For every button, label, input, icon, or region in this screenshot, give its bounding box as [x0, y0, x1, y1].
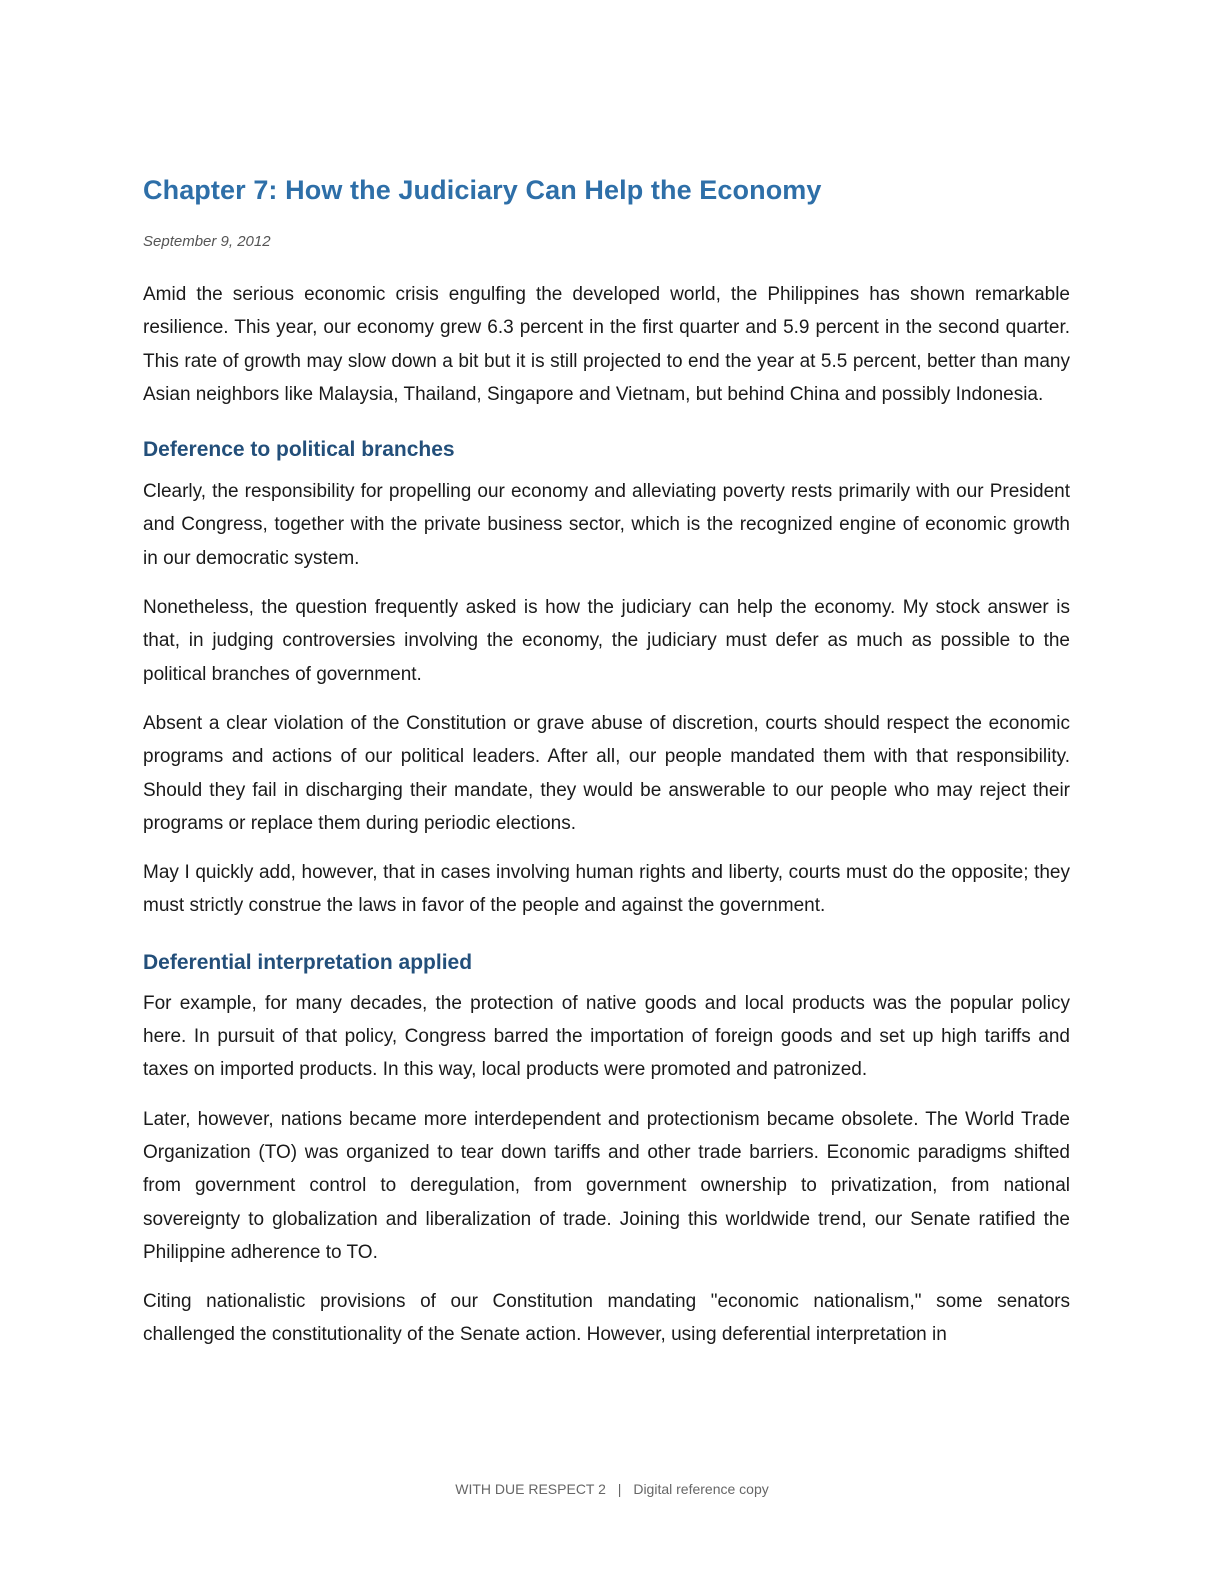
paragraph: Clearly, the responsibility for propelling our economy and alleviating poverty rests primarily with our President and Congress, together with the private business sector, which is the recognized engine of economic growth in our democratic system. [143, 481, 1070, 569]
page-footer [0, 1479, 1224, 1499]
section-heading-deferential-interpretation: Deferential interpretation applied [143, 950, 473, 974]
footer-note: Digital reference copy [633, 1481, 769, 1497]
paragraph: May I quickly add, however, that in cases involving human rights and liberty, courts must do the opposite; they must strictly construe the laws in favor of the people and against the government. [143, 862, 1070, 917]
paragraph: Later, however, nations became more interdependent and protectionism became obsolete. The World Trade Organization (TO) was organized to tear down tariffs and other trade barriers. Economic paradigms shifted from government control to deregulation, from government ownership to privatization, from national sovereignty to globalization and liberalization of trade. Joining this worldwide trend, our Senate ratified the Philippine adherence to TO. [143, 1108, 1070, 1263]
paragraph: For example, for many decades, the protection of native goods and local products was the popular policy here. In pursuit of that policy, Congress barred the importation of foreign goods and set up high tariffs and taxes on imported products. In this way, local products were promoted and patronized. [143, 992, 1070, 1081]
footer-book-title: WITH DUE RESPECT 2 [455, 1481, 606, 1497]
chapter-title: Chapter 7: How the Judiciary Can Help the Economy [143, 175, 822, 205]
section-heading-deference: Deference to political branches [143, 438, 455, 462]
paragraph: Nonetheless, the question frequently asked is how the judiciary can help the economy. My stock answer is that, in judging controversies involving the economy, the judiciary must defer as much as possible to the political branches of government. [143, 597, 1070, 685]
intro-paragraph: Amid the serious economic crisis engulfing the developed world, the Philippines has shown remarkable resilience. This year, our economy grew 6.3 percent in the first quarter and 5.9 percent in the second quarter. This rate of growth may slow down a bit but it is still projected to end the year at 5.5 percent, better than many Asian neighbors like Malaysia, Thailand, Singapore and Vietnam, but behind China and possibly Indonesia. [143, 284, 1070, 405]
publication-date: September 9, 2012 [143, 233, 271, 250]
paragraph: Citing nationalistic provisions of our Constitution mandating "economic nationalism," some senators challenged the constitutionality of the Senate action. However, using deferential interpretation in [143, 1291, 1070, 1346]
document-page [143, 170, 1070, 1352]
footer-separator: | [617, 1481, 622, 1497]
paragraph: Absent a clear violation of the Constitution or grave abuse of discretion, courts should respect the economic programs and actions of our political leaders. After all, our people mandated them with that responsibility. Should they fail in discharging their mandate, they would be answerable to our people who may reject their programs or replace them during periodic elections. [143, 712, 1070, 834]
